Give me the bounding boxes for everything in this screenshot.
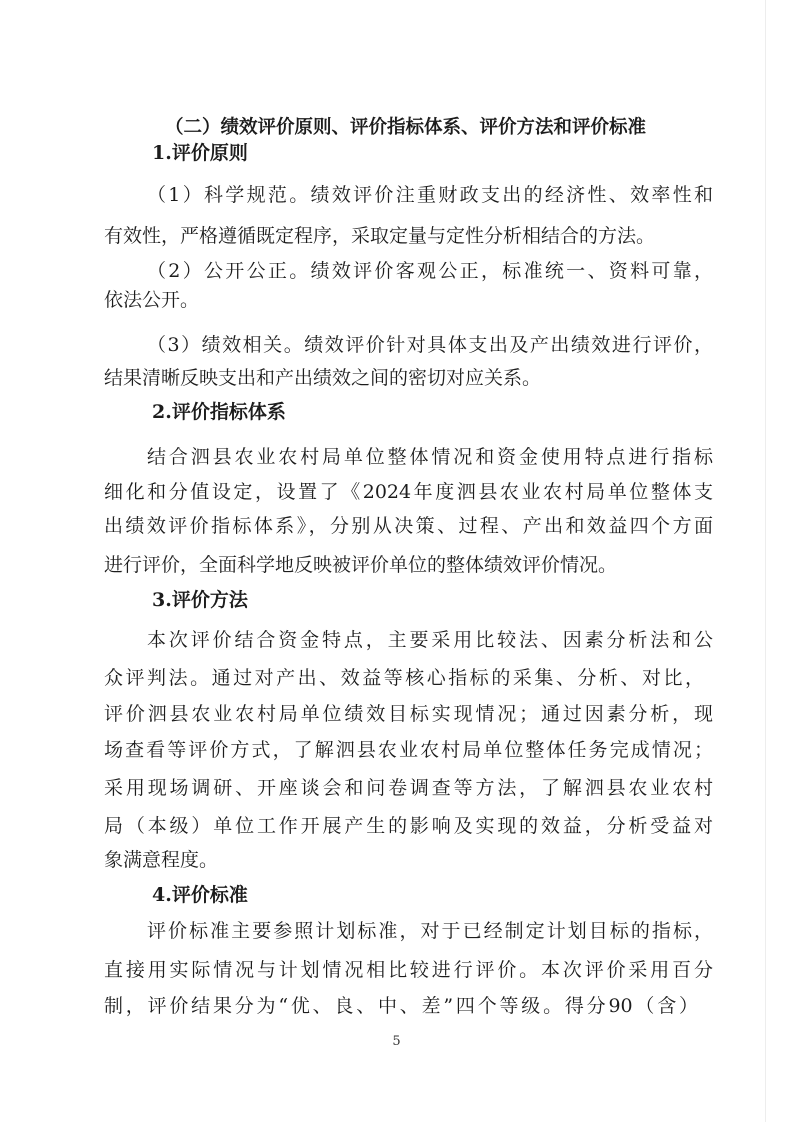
methods-p1-line6: 局（本级）单位工作开展产生的影响及实现的效益，分析受益对 bbox=[104, 815, 713, 837]
index-system-p1-line4: 进行评价，全面科学地反映被评价单位的整体绩效评价情况。 bbox=[104, 554, 618, 576]
principles-p1-line2: 有效性，严格遵循既定程序，采取定量与定性分析相结合的方法。 bbox=[104, 225, 656, 247]
index-system-p1-line1: 结合泗县农业农村局单位整体情况和资金使用特点进行指标 bbox=[147, 446, 713, 468]
methods-title: 3.评价方法 bbox=[152, 589, 248, 611]
methods-p1-line3: 评价泗县农业农村局单位绩效目标实现情况；通过因素分析，现 bbox=[104, 703, 713, 725]
methods-p1-line5: 采用现场调研、开座谈会和问卷调查等方法，了解泗县农业农村 bbox=[104, 777, 713, 799]
standards-p1-line3: 制，评价结果分为“优、良、中、差”四个等级。得分90（含） bbox=[104, 995, 698, 1017]
principles-p3-line1: （3）绩效相关。绩效评价针对具体支出及产出绩效进行评价， bbox=[147, 334, 713, 356]
principles-p2-line2: 依法公开。 bbox=[104, 289, 200, 311]
page-number: 5 bbox=[392, 1034, 401, 1049]
methods-p1-line4: 场查看等评价方式，了解泗县农业农村局单位整体任务完成情况； bbox=[104, 739, 713, 761]
principles-p2-line1: （2）公开公正。绩效评价客观公正，标准统一、资料可靠， bbox=[147, 260, 713, 282]
principles-p3-line2: 结果清晰反映支出和产出绩效之间的密切对应关系。 bbox=[104, 367, 542, 389]
index-system-title: 2.评价指标体系 bbox=[152, 401, 286, 423]
standards-title: 4.评价标准 bbox=[152, 884, 248, 906]
methods-p1-line1: 本次评价结合资金特点，主要采用比较法、因素分析法和公 bbox=[147, 629, 713, 651]
standards-p1-line1: 评价标准主要参照计划标准，对于已经制定计划目标的指标， bbox=[147, 920, 713, 942]
index-system-p1-line2: 细化和分值设定，设置了《2024年度泗县农业农村局单位整体支 bbox=[104, 481, 713, 503]
methods-p1-line7: 象满意程度。 bbox=[104, 849, 219, 871]
principles-p1-line1: （1）科学规范。绩效评价注重财政支出的经济性、效率性和 bbox=[147, 184, 713, 206]
methods-p1-line2: 众评判法。通过对产出、效益等核心指标的采集、分析、对比， bbox=[104, 667, 704, 689]
index-system-p1-line3: 出绩效评价指标体系》，分别从决策、过程、产出和效益四个方面 bbox=[104, 515, 713, 537]
standards-p1-line2: 直接用实际情况与计划情况相比较进行评价。本次评价采用百分 bbox=[104, 959, 713, 981]
section-heading: （二）绩效评价原则、评价指标体系、评价方法和评价标准 bbox=[165, 117, 647, 138]
principles-title: 1.评价原则 bbox=[152, 142, 248, 164]
scan-edge-line bbox=[765, 0, 766, 1122]
